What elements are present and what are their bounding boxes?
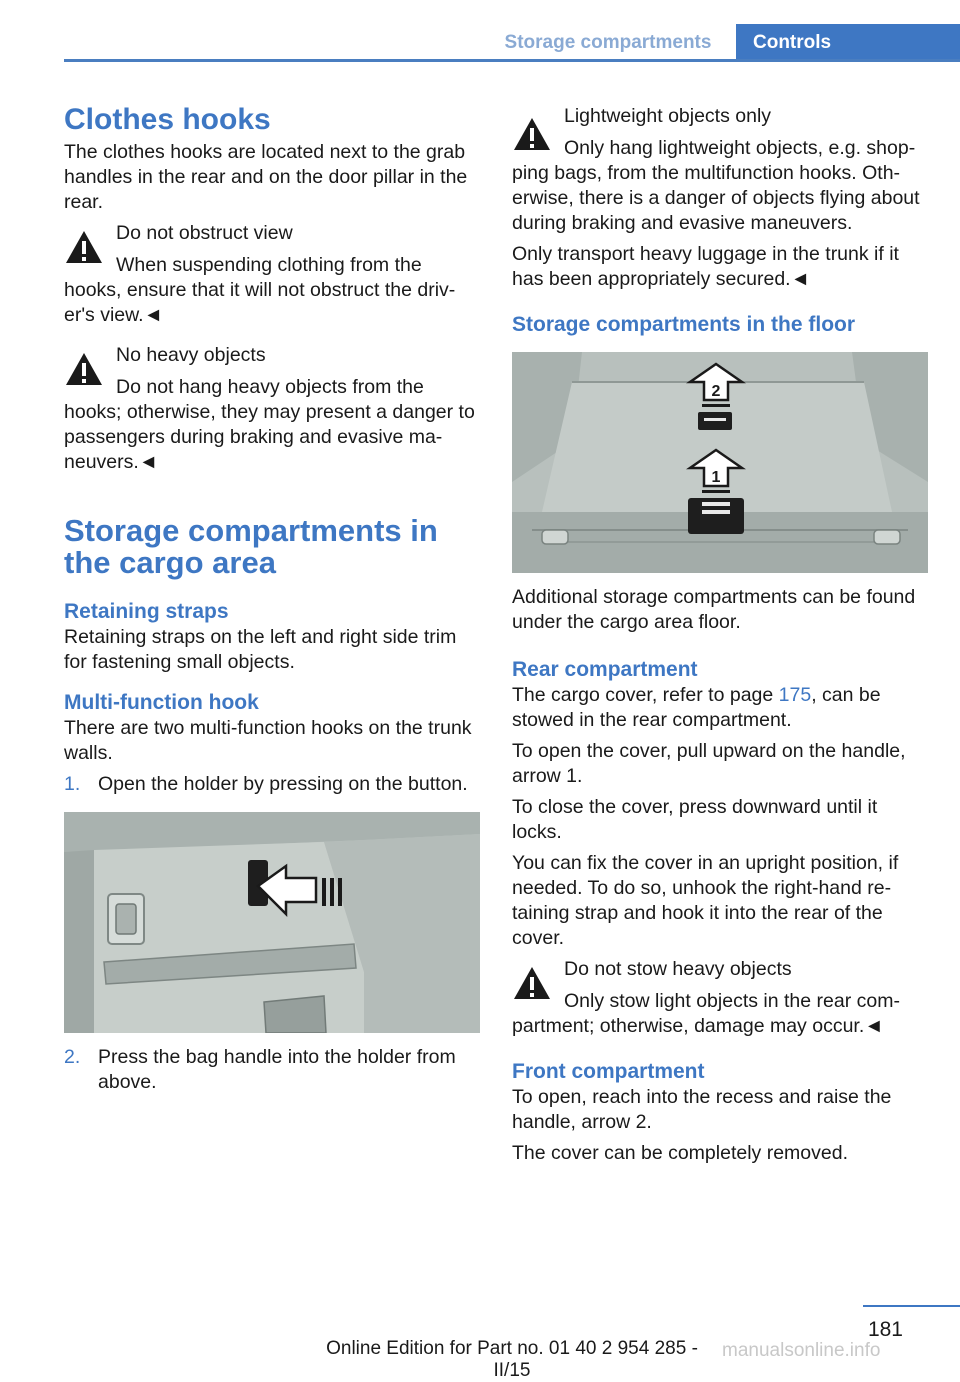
warning-text-first-line: When suspending clothing from the [116, 254, 422, 276]
step-number: 1. [64, 773, 81, 795]
warning-triangle-icon [64, 229, 104, 265]
clothes-hooks-text: The clothes hooks are located next to the grab handles in the rear and on the door pillar in the rear. [64, 141, 468, 213]
warning-text-first-line: Only stow light objects in the rear com‐ [564, 990, 900, 1012]
step-item [64, 1045, 480, 1095]
multi-function-hook-text: There are two multi-function hooks on the trunk walls. [64, 717, 472, 764]
warning-heavy-objects [64, 343, 480, 475]
retaining-straps-text: Retaining straps on the left and right side trim for fastening small objects. [64, 626, 457, 673]
text-span: The cargo cover, refer to page [512, 684, 779, 706]
warning-text: hooks; otherwise, they may present a danger to passengers during braking and evasive ma‐neuvers.◄ [64, 401, 475, 473]
warning-triangle-icon [512, 116, 552, 152]
header-chapter-tab: Controls [736, 24, 960, 62]
upright-cover-text: You can fix the cover in an upright position, if needed. To do so, unhook the right-hand re‐taining strap and hook it into the rear of the cover. [512, 852, 899, 949]
cargo-floor-illustration [512, 352, 928, 573]
arrow-label-1: 1 [711, 469, 721, 486]
step-text: Open the holder by pressing on the button. [98, 773, 468, 795]
multi-function-hook-heading: Multi-function hook [64, 691, 259, 714]
warning-obstruct-view [64, 221, 480, 328]
front-compartment-heading: Front compartment [512, 1060, 705, 1083]
floor-compartments-heading: Storage compartments in the floor [512, 313, 856, 336]
rear-compartment-text [512, 683, 930, 733]
rear-compartment-heading: Rear compartment [512, 658, 698, 681]
arrow-label-2: 2 [711, 383, 721, 400]
warning-text: partment; otherwise, damage may occur.◄ [512, 1015, 884, 1037]
left-column [64, 100, 480, 1095]
text-span: , can be stowed in the rear compartment. [512, 684, 881, 731]
header-rule [64, 59, 960, 62]
warning-lightweight-objects [512, 104, 930, 236]
warning-text: hooks, ensure that it will not obstruct the driv‐er's view.◄ [64, 279, 456, 326]
front-compartment-remove-text: The cover can be completely removed. [512, 1142, 848, 1164]
page-reference-link[interactable]: 175 [778, 684, 812, 706]
retaining-straps-heading: Retaining straps [64, 600, 229, 623]
warning-triangle-icon [64, 351, 104, 387]
warning-text: ping bags, from the multifunction hooks. Oth‐erwise, there is a danger of objects flying about during braking and evasive maneuvers. [512, 162, 920, 234]
page-number: 181 [867, 1318, 903, 1341]
warning-title: Do not stow heavy objects [564, 958, 792, 980]
floor-compartments-text: Additional storage compartments can be found under the cargo area floor. [512, 586, 916, 633]
right-column [512, 100, 930, 1166]
step-item [64, 772, 480, 797]
step-text: Press the bag handle into the holder from above. [98, 1046, 456, 1093]
warning-title: No heavy objects [116, 344, 266, 366]
close-cover-text: To close the cover, press downward until it locks. [512, 796, 878, 843]
warning-triangle-icon [512, 965, 552, 1001]
luggage-note: Only transport heavy luggage in the trunk if it has been appropriately secured.◄ [512, 243, 899, 290]
warning-stow-heavy [512, 957, 930, 1039]
trunk-hook-illustration [64, 812, 480, 1033]
cargo-area-heading: Storage compartments in the cargo area [64, 513, 438, 580]
footer-rule [863, 1305, 960, 1307]
warning-text-first-line: Only hang lightweight objects, e.g. shop‐ [564, 137, 916, 159]
front-compartment-open-text: To open, reach into the recess and raise the handle, arrow 2. [512, 1086, 892, 1133]
edition-note: Online Edition for Part no. 01 40 2 954 285 - II/15 [326, 1338, 698, 1381]
header-section-title: Storage compartments [504, 32, 712, 53]
watermark: manualsonline.info [722, 1340, 881, 1361]
open-cover-text: To open the cover, pull upward on the handle, arrow 1. [512, 740, 906, 787]
warning-title: Do not obstruct view [116, 222, 293, 244]
warning-title: Lightweight objects only [564, 105, 772, 127]
clothes-hooks-heading: Clothes hooks [64, 103, 271, 136]
warning-text-first-line: Do not hang heavy objects from the [116, 376, 424, 398]
step-number: 2. [64, 1046, 81, 1068]
